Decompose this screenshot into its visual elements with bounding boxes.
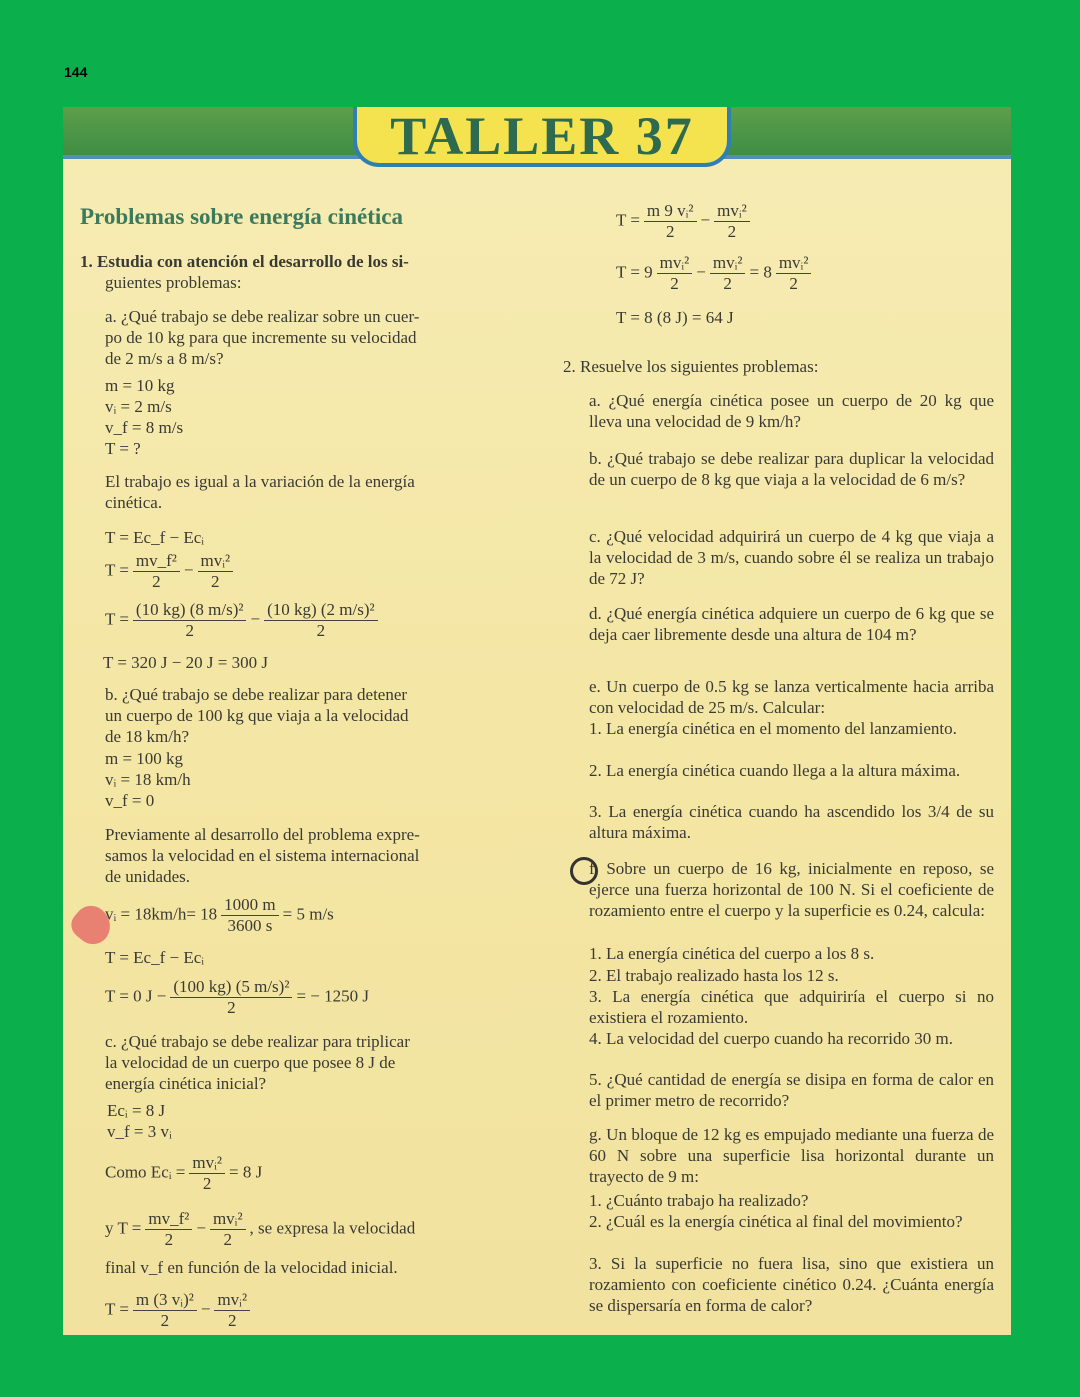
given-value: m = 10 kg — [105, 376, 175, 395]
explanation-text: El trabajo es igual a la variación de la energía — [105, 472, 415, 491]
eq-part: − — [196, 1218, 206, 1238]
numerator: mv_f² — [145, 1209, 192, 1230]
denominator: 2 — [789, 274, 798, 293]
given-value: T = ? — [105, 439, 141, 458]
problem-2e-2: 2. La energía cinética cuando llega a la altura máxima. — [589, 761, 961, 780]
equation: T = Ec_f − Ecᵢ — [105, 528, 205, 547]
eq-part: − — [700, 210, 711, 230]
eq-part: − — [183, 560, 194, 580]
explanation-text: de unidades. — [105, 867, 190, 886]
explanation-text: samos la velocidad en el sistema internacional — [105, 846, 420, 865]
page-title: TALLER 37 — [353, 107, 731, 167]
numerator: (100 kg) (5 m/s)² — [170, 977, 292, 998]
numerator: (10 kg) (8 m/s)² — [133, 600, 247, 621]
problem-2b: b. ¿Qué trabajo se debe realizar para duplicar la velocidad de un cuerpo de 8 kg que viaja a la velocidad de 6 m/s? — [589, 449, 994, 489]
eq-part: = 5 m/s — [282, 904, 334, 924]
problem-2f-4: 4. La velocidad del cuerpo cuando ha recorrido 30 m. — [589, 1029, 953, 1048]
equation-fraction — [105, 600, 382, 641]
equation: T = 320 J − 20 J = 300 J — [103, 653, 268, 672]
explanation-text: Previamente al desarrollo del problema expre- — [105, 825, 420, 844]
equation-fraction — [105, 1209, 415, 1250]
problem-c-text: la velocidad de un cuerpo que posee 8 J de — [105, 1053, 396, 1072]
eq-part: T = — [105, 1299, 129, 1319]
problem-c-text: energía cinética inicial? — [105, 1074, 267, 1093]
explanation-text: cinética. — [105, 493, 163, 512]
eq-part: T = — [105, 560, 129, 580]
numerator: mvᵢ² — [710, 253, 746, 274]
denominator: 2 — [670, 274, 679, 293]
problem-2f-1: 1. La energía cinética del cuerpo a los 8 s. — [589, 944, 875, 963]
denominator: 2 — [223, 1230, 232, 1249]
eq-part: vᵢ = 18km/h= 18 — [105, 904, 218, 924]
given-value: m = 100 kg — [105, 749, 184, 768]
eq-part: y T = — [105, 1218, 142, 1238]
exercise-1-text: 1. Estudia con atención el desarrollo de los si- — [80, 252, 409, 271]
problem-2f-5: 5. ¿Qué cantidad de energía se disipa en forma de calor en el primer metro de recorrido? — [589, 1070, 994, 1110]
problem-c-text: c. ¿Qué trabajo se debe realizar para triplicar — [105, 1032, 410, 1051]
problem-2d: d. ¿Qué energía cinética adquiere un cuerpo de 6 kg que se deja caer libremente desde una altura de 104 m? — [589, 604, 994, 644]
exercise-2-text: 2. Resuelve los siguientes problemas: — [563, 357, 819, 376]
problem-2c: c. ¿Qué velocidad adquirirá un cuerpo de 4 kg que viaja a la velocidad de 3 m/s, cuando sobre él se realiza un trabajo de 72 J? — [589, 527, 994, 588]
denominator: 2 — [185, 621, 194, 640]
explanation-text: final v_f en función de la velocidad inicial. — [105, 1258, 398, 1277]
problem-a-text: po de 10 kg para que incremente su velocidad — [105, 328, 417, 347]
eq-part: T = 9 — [616, 262, 653, 282]
eq-part: = − 1250 J — [296, 986, 369, 1006]
problem-2e-1: 1. La energía cinética en el momento del lanzamiento. — [589, 719, 957, 738]
numerator: mvᵢ² — [210, 1209, 246, 1230]
equation-fraction — [616, 201, 754, 242]
numerator: mvᵢ² — [189, 1153, 225, 1174]
problem-2f-3: 3. La energía cinética que adquiriría el cuerpo si no existiera el rozamiento. — [589, 987, 994, 1027]
given-value: v_f = 0 — [105, 791, 155, 810]
eq-part: T = 0 J − — [105, 986, 167, 1006]
problem-2g: g. Un bloque de 12 kg es empujado mediante una fuerza de 60 N sobre una superficie lisa horizontal durante un trayecto de 9 m: — [589, 1125, 994, 1186]
equation: T = Ec_f − Ecᵢ — [105, 948, 205, 967]
equation-fraction — [105, 551, 237, 592]
denominator: 2 — [211, 572, 220, 591]
problem-b-text: un cuerpo de 100 kg que viaja a la velocidad — [105, 706, 409, 725]
given-value: v_f = 3 vᵢ — [107, 1122, 172, 1141]
problem-2g-2: 2. ¿Cuál es la energía cinética al final del movimiento? — [589, 1212, 963, 1231]
equation-fraction — [105, 1153, 262, 1194]
problem-2a: a. ¿Qué energía cinética posee un cuerpo de 20 kg que lleva una velocidad de 9 km/h? — [589, 391, 994, 431]
problem-2g-1: 1. ¿Cuánto trabajo ha realizado? — [589, 1191, 809, 1210]
eq-part: Como Ecᵢ = — [105, 1162, 186, 1182]
equation-fraction — [616, 253, 815, 294]
eq-part: − — [250, 609, 261, 629]
equation-fraction — [105, 1290, 254, 1331]
numerator: mvᵢ² — [214, 1290, 250, 1311]
denominator: 2 — [164, 1230, 174, 1249]
numerator: mvᵢ² — [776, 253, 812, 274]
problem-b-text: de 18 km/h? — [105, 727, 190, 746]
numerator: mvᵢ² — [714, 201, 750, 222]
eq-part: = 8 J — [228, 1162, 263, 1182]
numerator: (10 kg) (2 m/s)² — [264, 600, 378, 621]
eq-part: T = — [105, 609, 129, 629]
eq-part: T = — [616, 210, 640, 230]
page-number: 144 — [64, 64, 88, 80]
denominator: 2 — [228, 1311, 237, 1330]
problem-2g-3: 3. Si la superficie no fuera lisa, sino que existiera un rozamiento con coeficiente cinético 0.24. ¿Cuánta energía se dispersaría en forma de calor? — [589, 1254, 994, 1315]
problem-2f-2: 2. El trabajo realizado hasta los 12 s. — [589, 966, 839, 985]
eq-part: , se expresa la velocidad — [249, 1218, 416, 1238]
denominator: 2 — [152, 572, 161, 591]
numerator: mvᵢ² — [657, 253, 693, 274]
eq-part: − — [200, 1299, 211, 1319]
problem-2e-3: 3. La energía cinética cuando ha ascendido los 3/4 de su altura máxima. — [589, 802, 994, 842]
problem-2e: e. Un cuerpo de 0.5 kg se lanza verticalmente hacia arriba con velocidad de 25 m/s. Calcular: — [589, 677, 994, 717]
denominator: 2 — [723, 274, 732, 293]
textbook-page — [63, 107, 1011, 1335]
equation: T = 8 (8 J) = 64 J — [616, 308, 734, 327]
problem-b-text: b. ¿Qué trabajo se debe realizar para detener — [105, 685, 408, 704]
numerator: mv_f² — [133, 551, 180, 572]
numerator: m (3 vᵢ)² — [133, 1290, 197, 1311]
denominator: 3600 s — [227, 916, 273, 935]
numerator: 1000 m — [221, 895, 278, 916]
denominator: 2 — [160, 1311, 170, 1330]
problem-2f: f. Sobre un cuerpo de 16 kg, inicialmente en reposo, se ejerce una fuerza horizontal de 100 N. Si el coeficiente de rozamiento entre el cuerpo y la superficie es 0.24, calcula: — [589, 859, 994, 920]
denominator: 2 — [202, 1174, 212, 1193]
equation-fraction — [105, 895, 334, 936]
exercise-1-text-cont: guientes problemas: — [105, 273, 242, 292]
given-value: Ecᵢ = 8 J — [107, 1101, 166, 1120]
equation-fraction — [105, 977, 369, 1018]
numerator: m 9 vᵢ² — [644, 201, 697, 222]
eq-part: − — [696, 262, 706, 282]
eq-part: = 8 — [749, 262, 772, 282]
numerator: mvᵢ² — [198, 551, 234, 572]
given-value: vᵢ = 2 m/s — [105, 397, 172, 416]
section-heading: Problemas sobre energía cinética — [80, 204, 403, 229]
denominator: 2 — [727, 222, 737, 241]
problem-a-text: a. ¿Qué trabajo se debe realizar sobre un cuer- — [105, 307, 420, 326]
given-value: vᵢ = 18 km/h — [105, 770, 191, 789]
denominator: 2 — [316, 621, 326, 640]
denominator: 2 — [227, 998, 236, 1017]
given-value: v_f = 8 m/s — [105, 418, 184, 437]
denominator: 2 — [665, 222, 675, 241]
problem-a-text: de 2 m/s a 8 m/s? — [105, 349, 224, 368]
